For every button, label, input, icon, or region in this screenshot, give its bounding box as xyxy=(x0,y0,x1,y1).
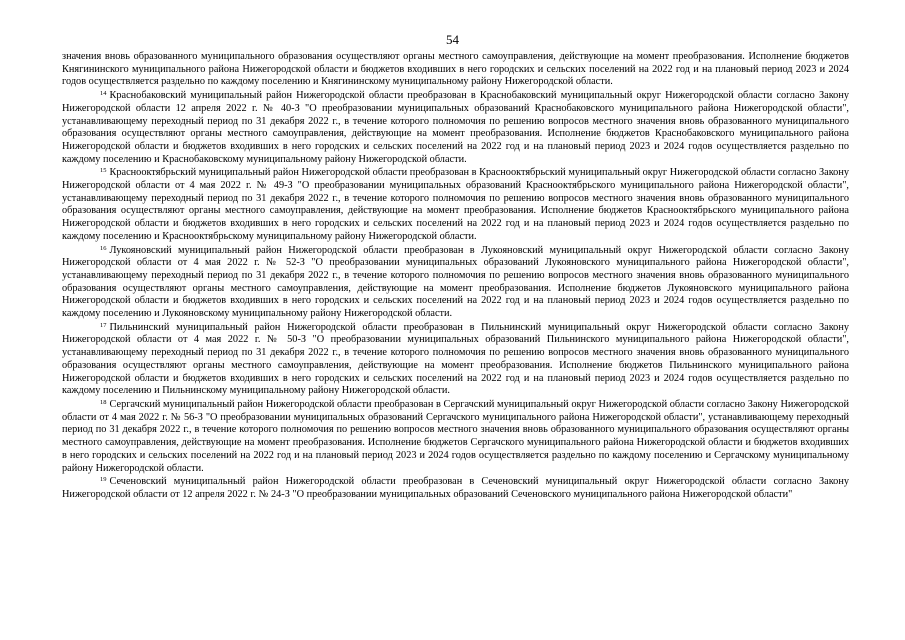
footnote-text: Краснооктябрьский муниципальный район Нижегородской области преобразован в Краснооктябрьский муниципальный округ Нижегородской области согласно Закону Нижегородской области от 4 мая 2022 г. № 49-З "О преобразовании муниципальных образований Краснооктябрьского муниципального района Нижегородской области", устанавливающему переходный период по 31 декабря 2022 г., в течение которого полномочия по решению вопросов местного значения вновь образованного муниципального образования осуществляют органы местного самоуправления, действующие на момент преобразования. Исполнение бюджетов Краснооктябрьского муниципального района Нижегородской области и бюджетов входивших в него городских и сельских поселений на 2022 год и на плановый период 2023 и 2024 годов осуществляется раздельно по каждому поселению и Краснооктябрьскому муниципальному району Нижегородской области. xyxy=(62,167,849,242)
footnote-marker: 16 xyxy=(100,244,107,252)
footnote-text: Краснобаковский муниципальный район Нижегородской области преобразован в Краснобаковский муниципальный округ Нижегородской области согласно Закону Нижегородской области 12 апреля 2022 г. № 40-З "О преобразовании муниципальных образований Краснобаковского муниципального района Нижегородской области", устанавливающему переходный период по 31 декабря 2022 г., в течение которого полномочия по решению вопросов местного значения вновь образованного муниципального образования осуществляют органы местного самоуправления, действующие на момент преобразования. Исполнение бюджетов Краснобаковского муниципального района Нижегородской области и бюджетов входивших в него городских и сельских поселений на 2022 год и на плановый период 2023 и 2024 годов осуществляется раздельно по каждому поселению и Краснобаковскому муниципальному району Нижегородской области. xyxy=(62,90,849,165)
footnote-marker: 17 xyxy=(100,321,107,329)
footnote-text: Лукояновский муниципальный район Нижегородской области преобразован в Лукояновский муниципальный округ Нижегородской области согласно Закону Нижегородской области от 4 мая 2022 г. № 52-З "О преобразовании муниципальных образований Лукояновского муниципального района Нижегородской области", устанавливающему переходный период по 31 декабря 2022 г., в течение которого полномочия по решению вопросов местного значения вновь образованного муниципального образования осуществляют органы местного самоуправления, действующие на момент преобразования. Исполнение бюджетов Лукояновского муниципального района Нижегородской области и бюджетов входивших в него городских и сельских поселений на 2022 год и на плановый период 2023 и 2024 годов осуществляется раздельно по каждому поселению и Лукояновскому муниципальному району Нижегородской области. xyxy=(62,244,849,320)
footnote-text: Сеченовский муниципальный район Нижегородской области преобразован в Сеченовский муниципальный округ Нижегородской области согласно Закону Нижегородской области от 12 апреля 2022 г. № 24-З "О преобразовании муниципальных образований Сеченовского муниципального района Нижегородской области" xyxy=(62,476,849,500)
footnote-marker: 15 xyxy=(100,167,107,175)
footnote-text: значения вновь образованного муниципального образования осуществляют органы местного самоуправления, действующие на момент преобразования. Исполнение бюджетов Княгининского муниципального района Нижегородской области и бюджетов входивших в него городских и сельских поселений на 2022 год и на плановый период 2023 и 2024 годов осуществляется раздельно по каждому поселению и Княгининскому муниципальному району Нижегородской области. xyxy=(62,51,849,88)
footnotes-list xyxy=(62,51,849,502)
footnote-marker: 14 xyxy=(100,90,107,98)
footnote-text: Сергачский муниципальный район Нижегородской области преобразован в Сергачский муниципальный округ Нижегородской области согласно Закону Нижегородской области от 4 мая 2022 г. № 56-З "О преобразовании муниципальных образований Сергачского муниципального района Нижегородской области", устанавливающему переходный период по 31 декабря 2022 г., в течение которого полномочия по решению вопросов местного значения вновь образованного муниципального образования осуществляют органы местного самоуправления, действующие на момент преобразования. Исполнение бюджетов Сергачского муниципального района Нижегородской области и бюджетов входивших в него городских и сельских поселений на 2022 год и на плановый период 2023 и 2024 годов осуществляется раздельно по каждому поселению и Сергачскому муниципальному району Нижегородской области. xyxy=(62,398,849,474)
page-number: 54 xyxy=(446,32,459,47)
footnote-18 xyxy=(62,399,849,475)
footnote-19 xyxy=(62,476,849,501)
footnote-text: Пильнинский муниципальный район Нижегородской области преобразован в Пильнинский муниципальный округ Нижегородской области согласно Закону Нижегородской области от 4 мая 2022 г. № 50-З "О преобразовании муниципальных образований Пильнинского муниципального района Нижегородской области", устанавливающему переходный период по 31 декабря 2022 г., в течение которого полномочия по решению вопросов местного значения вновь образованного муниципального образования осуществляют органы местного самоуправления, действующие на момент преобразования. Исполнение бюджетов Пильнинского муниципального района Нижегородской области и бюджетов входивших в него городских и сельских поселений на 2022 год и на плановый период 2023 и 2024 годов осуществляется раздельно по каждому поселению и Пильнинскому муниципальному району Нижегородской области. xyxy=(62,321,849,397)
footnote-17 xyxy=(62,322,849,398)
footnote-marker: 19 xyxy=(100,476,107,484)
footnote-16 xyxy=(62,245,849,321)
footnote-15 xyxy=(62,167,849,243)
footnote-14 xyxy=(62,90,849,166)
footnote-marker: 18 xyxy=(100,398,107,406)
footnote-continuation xyxy=(62,51,849,89)
